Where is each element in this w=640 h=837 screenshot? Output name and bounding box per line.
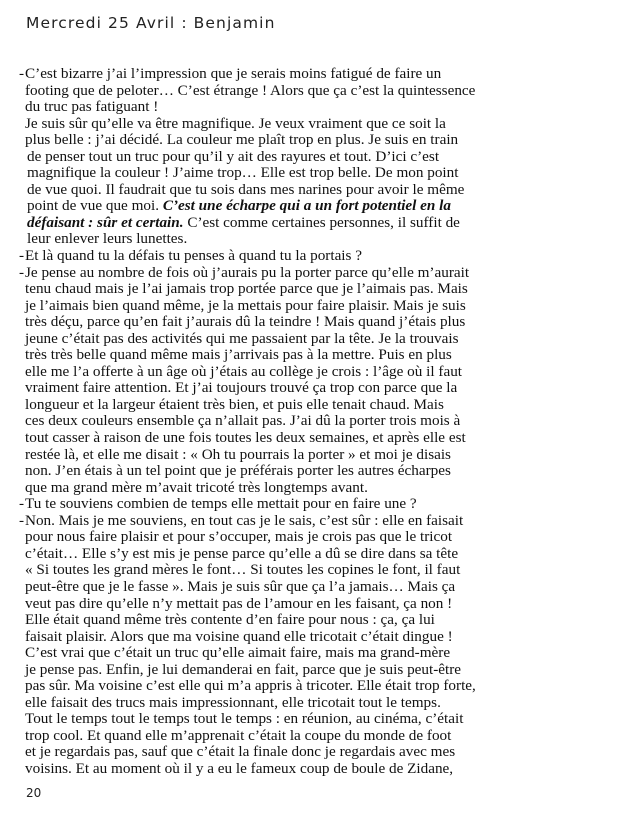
line-text: vraiment faire attention. Et j’ai toujours trouvé ça trop con parce que la <box>25 379 458 397</box>
text-line <box>19 662 619 679</box>
text-line <box>19 562 619 579</box>
text-line <box>19 380 619 397</box>
line-text: ces deux couleurs ensemble ça n’allait pas. J’ai dû la porter trois mois à <box>25 412 461 430</box>
text-line <box>19 149 619 166</box>
line-text: faisait plaisir. Alors que ma voisine quand elle tricotait c’était dingue ! <box>25 627 453 645</box>
line-text: longueur et la largeur étaient très bien, et puis elle tenait chaud. Mais <box>25 395 444 413</box>
line-text: très déçu, parce qu’en fait j’aurais dû la teindre ! Mais quand j’étais plus <box>25 313 466 331</box>
line-text: et je regardais pas, sauf que c’était la finale donc je regardais avec mes <box>25 743 456 761</box>
text-line <box>19 711 619 728</box>
line-text: Tout le temps tout le temps tout le temps : en réunion, au cinéma, c’était <box>25 710 464 728</box>
line-text: C’est bizarre j’ai l’impression que je serais moins fatigué de faire un <box>25 65 442 82</box>
dialogue-dash: - <box>19 247 25 265</box>
text-line <box>19 629 619 646</box>
text-line <box>19 298 619 315</box>
line-text: tout casser à raison de une fois toutes les deux semaines, et après elle est <box>25 429 466 447</box>
text-line <box>19 728 619 745</box>
text-line <box>19 695 619 712</box>
text-line <box>19 761 619 778</box>
line-text: magnifique la couleur ! J’aime trop… Elle est trop belle. De mon point <box>27 164 459 182</box>
line-text: restée là, et elle me disait : « Oh tu pourrais la porter » et moi je disais <box>25 445 451 463</box>
line-text: C’est vrai que c’était un truc qu’elle aimait faire, mais ma grand-mère <box>25 644 451 662</box>
text-line <box>19 529 619 546</box>
text-line <box>19 397 619 414</box>
line-text: « Si toutes les grand mères le font… Si toutes les copines le font, il faut <box>25 561 461 579</box>
line-text: elle me l’a offerte à un âge où j’étais au collège je crois : l’âge où il faut <box>25 362 463 380</box>
dialogue-dash: - <box>19 263 25 281</box>
line-text: veut pas dire qu’elle n’y mettait pas de l’amour en les faisant, ça non ! <box>25 594 453 612</box>
text-line <box>19 413 619 430</box>
text-line <box>19 579 619 596</box>
line-text: plus belle : j’ai décidé. La couleur me plaît trop en plus. Je suis en train <box>25 131 459 149</box>
line-text: de penser tout un truc pour qu’il y ait des rayures et tout. D’ici c’est <box>27 147 440 165</box>
line-text: non. J’en étais à un tel point que je préférais porter les autres écharpes <box>25 462 451 480</box>
line-text: point de vue que moi. <box>27 197 163 215</box>
text-line <box>19 231 619 248</box>
line-text: voisins. Et au moment où il y a eu le fameux coup de boule de Zidane, <box>25 759 454 777</box>
text-line <box>19 463 619 480</box>
text-line <box>19 83 619 100</box>
line-text: du truc pas fatiguant ! <box>25 98 159 116</box>
dialogue-line <box>19 66 619 83</box>
line-text: que ma grand mère m’avait tricoté très longtemps avant. <box>25 478 368 496</box>
text-line <box>19 447 619 464</box>
dialogue-line <box>19 248 619 265</box>
text-line <box>19 347 619 364</box>
dialogue-dash: - <box>19 511 25 529</box>
emphasized-text: C’est une écharpe qui a un fort potentiel en la <box>162 197 451 215</box>
line-text: pas sûr. Ma voisine c’est elle qui m’a appris à tricoter. Elle était trop forte, <box>25 677 476 695</box>
dialogue-dash: - <box>19 495 25 513</box>
line-text: tenu chaud mais je l’ai jamais trop portée parce que je l’aimais pas. Mais <box>25 280 468 298</box>
text-line <box>19 182 619 199</box>
line-text: c’était… Elle s’y est mis je pense parce qu’elle a dû se dire dans sa tête <box>25 544 459 562</box>
emphasized-text: défaisant : sûr et certain. <box>27 213 184 231</box>
line-text: peut-être que je le fasse ». Mais je suis sûr que ça l’a jamais… Mais ça <box>25 577 456 595</box>
text-line <box>19 116 619 133</box>
text-line <box>19 546 619 563</box>
line-text: pour nous faire plaisir et pour s’occuper, mais je crois pas que le tricot <box>25 528 453 546</box>
text-line <box>19 612 619 629</box>
line-text: Non. Mais je me souviens, en tout cas je le sais, c’est sûr : elle en faisait <box>25 511 464 529</box>
text-line <box>19 198 619 215</box>
line-text: Elle était quand même très contente d’en faire pour nous : ça, ça lui <box>25 611 435 629</box>
dialogue-line <box>19 265 619 282</box>
text-line <box>19 596 619 613</box>
text-line <box>19 132 619 149</box>
text-line <box>19 314 619 331</box>
line-text: Et là quand tu la défais tu penses à quand tu la portais ? <box>25 247 362 265</box>
interview-text <box>19 66 619 778</box>
line-text: je l’aimais bien quand même, je la mettais pour faire plaisir. Mais je suis <box>25 296 466 314</box>
text-line <box>19 744 619 761</box>
text-line <box>19 430 619 447</box>
line-text: très très belle quand même mais j’arrivais pas à la mettre. Puis en plus <box>25 346 452 364</box>
text-line <box>19 678 619 695</box>
line-text: de vue quoi. Il faudrait que tu sois dans mes narines pour avoir le même <box>27 180 465 198</box>
line-text: footing que de peloter… C’est étrange ! Alors que ça c’est la quintessence <box>25 81 476 99</box>
line-text: leur enlever leurs lunettes. <box>27 230 188 248</box>
line-text: Je pense au nombre de fois où j’aurais pu la porter parce qu’elle m’aurait <box>25 263 470 281</box>
text-line <box>19 645 619 662</box>
text-line <box>19 165 619 182</box>
dialogue-dash: - <box>19 65 25 82</box>
line-text: trop cool. Et quand elle m’apprenait c’était la coupe du monde de foot <box>25 726 452 744</box>
line-text: elle faisait des trucs mais impressionnant, elle tricotait tout le temps. <box>25 693 441 711</box>
page-header-title: Mercredi 25 Avril : Benjamin <box>26 14 276 32</box>
line-text: jeune c’était pas des activités qui me passaient par la tête. Je la trouvais <box>25 329 459 347</box>
text-line <box>19 215 619 232</box>
page-number: 20 <box>26 786 42 800</box>
text-line <box>19 480 619 497</box>
line-text: je pense pas. Enfin, je lui demanderai en fait, parce que je suis peut-être <box>25 660 462 678</box>
dialogue-line <box>19 496 619 513</box>
text-line <box>19 364 619 381</box>
line-text: Tu te souviens combien de temps elle mettait pour en faire une ? <box>25 495 417 513</box>
text-line <box>19 331 619 348</box>
text-line <box>19 281 619 298</box>
line-text: Je suis sûr qu’elle va être magnifique. Je veux vraiment que ce soit la <box>25 114 446 132</box>
text-line <box>19 99 619 116</box>
dialogue-line <box>19 513 619 530</box>
line-text-continued: C’est comme certaines personnes, il suffit de <box>183 213 460 231</box>
